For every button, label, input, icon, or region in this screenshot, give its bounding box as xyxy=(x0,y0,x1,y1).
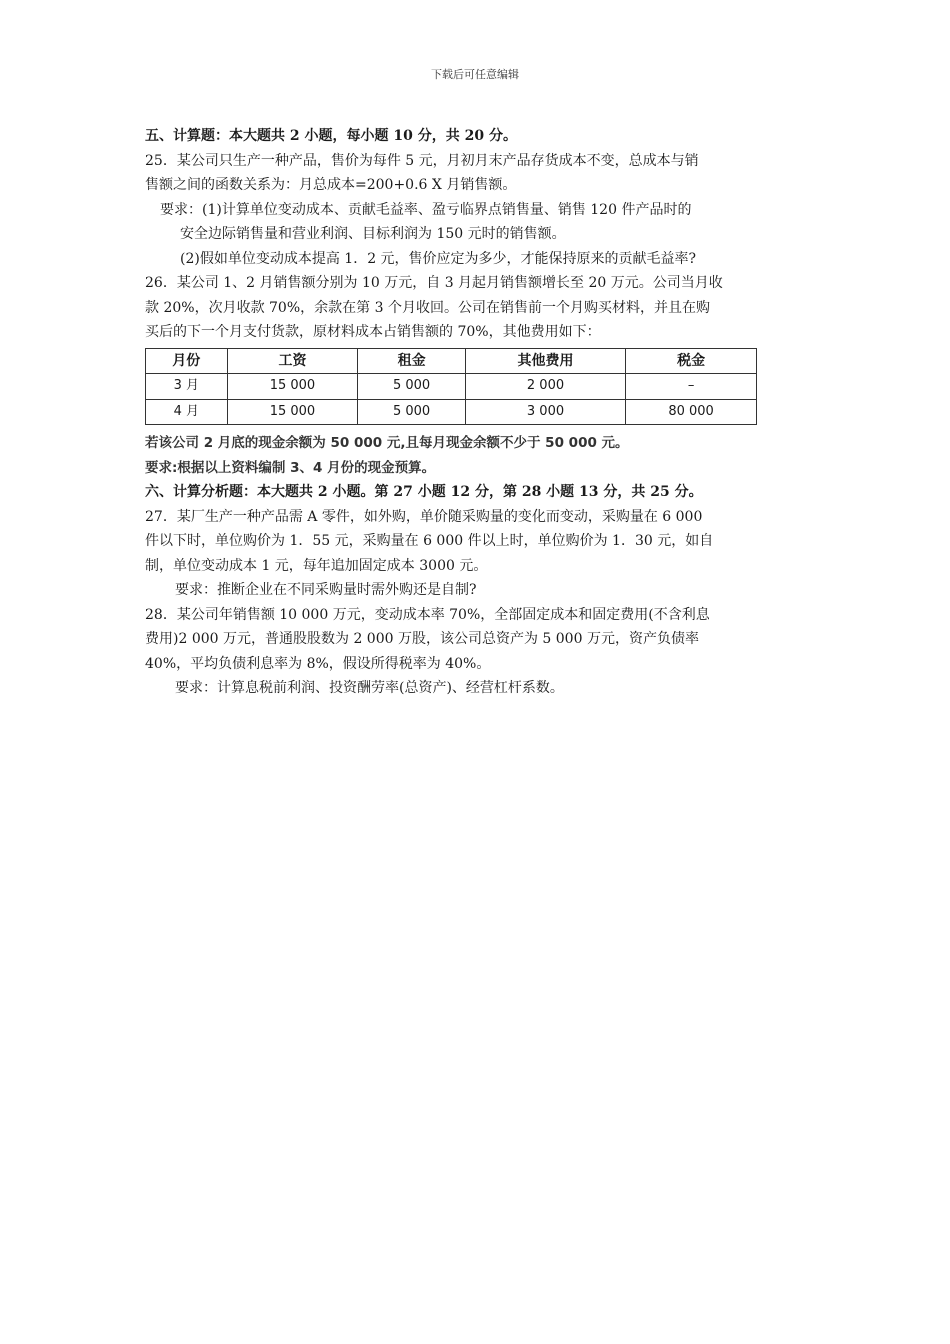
q26-note: 若该公司 2 月底的现金余额为 50 000 元,且每月现金余额不少于 50 000 元。 xyxy=(145,435,629,451)
table-cell: 2 000 xyxy=(465,374,625,400)
q25-requirement-2: (2)假如单位变动成本提高 1．2 元，售价应定为多少，才能保持原来的贡献毛益率? xyxy=(180,250,697,267)
table-cell: 80 000 xyxy=(626,399,757,425)
section6-heading: 六、计算分析题：本大题共 2 小题。第 27 小题 12 分，第 28 小题 13 分，共 25 分。 xyxy=(145,484,703,500)
header-tax: 税金 xyxy=(626,348,757,374)
table-cell: 5 000 xyxy=(358,399,466,425)
q27-line1: 27．某厂生产一种产品需 A 零件，如外购，单价随采购量的变化而变动，采购量在 6 000 xyxy=(145,508,703,525)
q26-line2: 款 20%，次月收款 70%，余款在第 3 个月收回。公司在销售前一个月购买材料，并且在购 xyxy=(145,299,710,316)
header-other-expenses: 其他费用 xyxy=(465,348,625,374)
q28-line1: 28．某公司年销售额 10 000 万元，变动成本率 70%，全部固定成本和固定费用(不含利息 xyxy=(145,606,710,623)
exam-content xyxy=(145,124,815,701)
q27-requirement: 要求：推断企业在不同采购量时需外购还是自制? xyxy=(175,582,477,598)
table-cell: 3 月 xyxy=(146,374,228,400)
q27-line2: 件以下时，单位购价为 1．55 元，采购量在 6 000 件以上时，单位购价为 1．30 元，如自 xyxy=(145,533,714,549)
header-note: 下载后可任意编辑 xyxy=(431,68,519,81)
q25-requirement-1b: 安全边际销售量和营业利润、目标利润为 150 元时的销售额。 xyxy=(180,226,566,242)
table-cell: 15 000 xyxy=(227,374,358,400)
q25-line2: 售额之间的函数关系为：月总成本=200+0.6 X 月销售额。 xyxy=(145,177,517,193)
header-month: 月份 xyxy=(146,348,228,374)
q28-line3: 40%，平均负债利息率为 8%，假设所得税率为 40%。 xyxy=(145,655,491,672)
expense-table-header-row xyxy=(146,348,757,374)
table-cell: 3 000 xyxy=(465,399,625,425)
q25-line1: 25．某公司只生产一种产品，售价为每件 5 元，月初月末产品存货成本不变，总成本与销 xyxy=(145,152,699,169)
q26-line3: 买后的下一个月支付货款，原材料成本占销售额的 70%，其他费用如下： xyxy=(145,324,601,340)
table-cell: 4 月 xyxy=(146,399,228,425)
table-cell: 15 000 xyxy=(227,399,358,425)
header-wages: 工资 xyxy=(227,348,358,374)
table-cell: 5 000 xyxy=(358,374,466,400)
table-row xyxy=(146,399,757,425)
header-rent: 租金 xyxy=(358,348,466,374)
expense-table xyxy=(145,348,757,426)
q25-requirement-1: 要求：(1)计算单位变动成本、贡献毛益率、盈亏临界点销售量、销售 120 件产品时的 xyxy=(160,201,692,218)
table-cell: – xyxy=(626,374,757,400)
q26-line1: 26．某公司 1、2 月销售额分别为 10 万元，自 3 月起月销售额增长至 20 万元。公司当月收 xyxy=(145,275,723,291)
q28-requirement: 要求：计算息税前利润、投资酬劳率(总资产)、经营杠杆系数。 xyxy=(175,680,564,696)
table-row xyxy=(146,374,757,400)
q28-line2: 费用)2 000 万元，普通股股数为 2 000 万股，该公司总资产为 5 000 万元，资产负债率 xyxy=(145,631,699,647)
q26-requirement: 要求:根据以上资料编制 3、4 月份的现金预算。 xyxy=(145,459,436,476)
section5-heading: 五、计算题：本大题共 2 小题，每小题 10 分，共 20 分。 xyxy=(145,128,517,144)
q27-line3: 制，单位变动成本 1 元，每年追加固定成本 3000 元。 xyxy=(145,557,488,574)
